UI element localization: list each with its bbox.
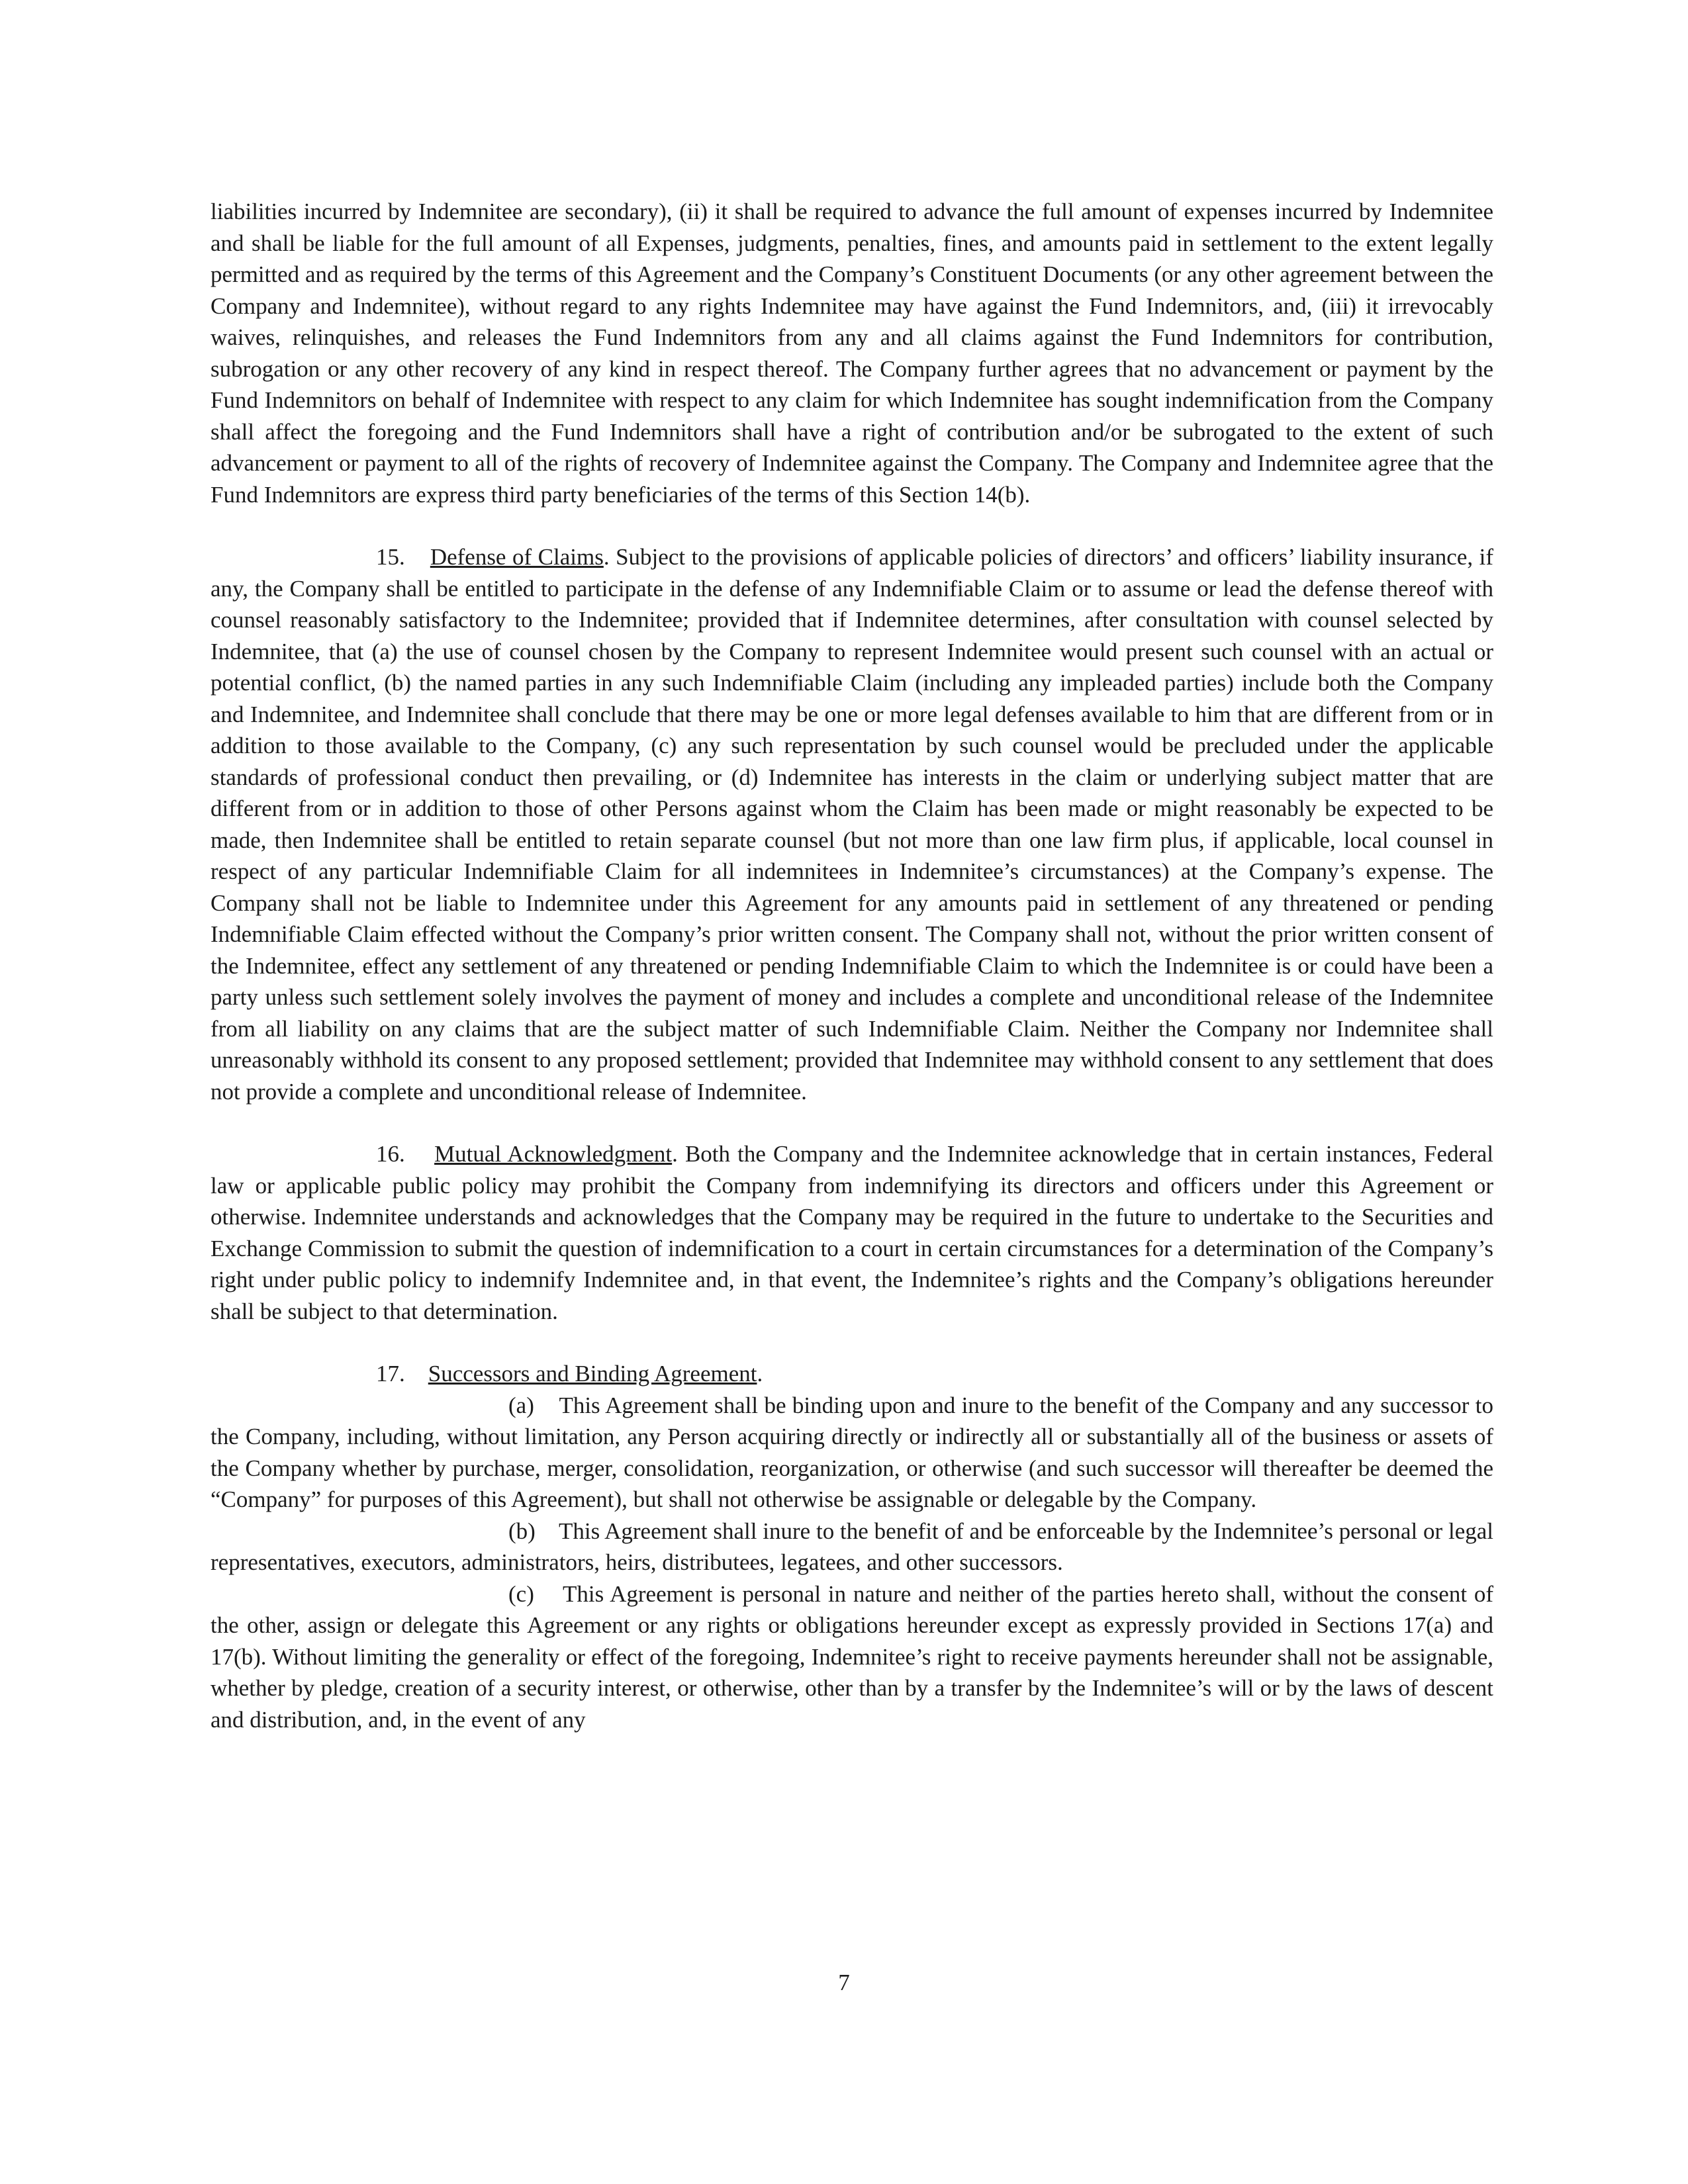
section-heading: Successors and Binding Agreement — [428, 1361, 757, 1387]
subsection-text: This Agreement is personal in nature and neither of the parties hereto shall, without the consent of the other, assign or delegate this Agreement or any rights or obligations hereunder except as expressly provided in Sections 17(a) and 17(b). Without limiting the generality or effect of the foregoing, Indemnitee’s right to receive payments hereunder shall not be assignable, whether by pledge, creation of a security interest, or otherwise, other than by a transfer by the Indemnitee’s will or by the laws of descent and distribution, and, in the event of any — [211, 1580, 1493, 1733]
subsection-17b — [211, 1516, 1493, 1578]
section-16 — [211, 1138, 1493, 1327]
section-number: 17. — [376, 1361, 405, 1387]
page-number: 7 — [838, 1970, 850, 1995]
section-heading: Defense of Claims — [430, 544, 604, 570]
section-heading: Mutual Acknowledgment — [434, 1141, 673, 1167]
section-body: . Subject to the provisions of applicable policies of directors’ and officers’ liability insurance, if any, the Company shall be entitled to participate in the defense of any Indemnifiable Claim or to assume or lead the defense thereof with counsel reasonably satisfactory to the Indemnitee; provided that if Indemnitee determines, after consultation with counsel selected by Indemnitee, that (a) the use of counsel chosen by the Company to represent Indemnitee would present such counsel with an actual or potential conflict, (b) the named parties in any such Indemnifiable Claim (including any impleaded parties) include both the Company and Indemnitee, and Indemnitee shall conclude that there may be one or more legal defenses available to him that are different from or in addition to those available to the Company, (c) any such representation by such counsel would be precluded under the applicable standards of professional conduct then prevailing, or (d) Indemnitee has interests in the claim or underlying subject matter that are different from or in addition to those of other Persons against whom the Claim has been made or might reasonably be expected to be made, then Indemnitee shall be entitled to retain separate counsel (but not more than one law firm plus, if applicable, local counsel in respect of any particular Indemnifiable Claim for all indemnitees in Indemnitee’s circumstances) at the Company’s expense. The Company shall not be liable to Indemnitee under this Agreement for any amounts paid in settlement of any threatened or pending Indemnifiable Claim effected without the Company’s prior written consent. The Company shall not, without the prior written consent of the Indemnitee, effect any settlement of any threatened or pending Indemnifiable Claim to which the Indemnitee is or could have been a party unless such settlement solely involves the payment of money and includes a complete and unconditional release of the Indemnitee from all liability on any claims that are the subject matter of such Indemnifiable Claim. Neither the Company nor Indemnitee shall unreasonably withhold its consent to any proposed settlement; provided that Indemnitee may withhold consent to any settlement that does not provide a complete and unconditional release of Indemnitee. — [211, 544, 1494, 1105]
subsection-label: (a) — [508, 1392, 534, 1418]
section-body: . — [757, 1361, 763, 1387]
section-number: 16. — [376, 1141, 405, 1167]
section-15 — [211, 541, 1493, 1107]
section-number: 15. — [376, 544, 405, 570]
continuation-paragraph: liabilities incurred by Indemnitee are secondary), (ii) it shall be required to advance the full amount of expenses incurred by Indemnitee and shall be liable for the full amount of all Expenses, judgments, penalties, fines, and amounts paid in settlement to the extent legally permitted and as required by the terms of this Agreement and the Company’s Constituent Documents (or any other agreement between the Company and Indemnitee), without regard to any rights Indemnitee may have against the Fund Indemnitors, and, (iii) it irrevocably waives, relinquishes, and releases the Fund Indemnitors from any and all claims against the Fund Indemnitors for contribution, subrogation or any other recovery of any kind in respect thereof. The Company further agrees that no advancement or payment by the Fund Indemnitors on behalf of Indemnitee with respect to any claim for which Indemnitee has sought indemnification from the Company shall affect the foregoing and the Fund Indemnitors shall have a right of contribution and/or be subrogated to the extent of such advancement or payment to all of the rights of recovery of Indemnitee against the Company. The Company and Indemnitee agree that the Fund Indemnitors are express third party beneficiaries of the terms of this Section 14(b). — [211, 199, 1493, 508]
section-17 — [211, 1358, 1493, 1390]
subsection-text: This Agreement shall be binding upon and inure to the benefit of the Company and any successor to the Company, including, without limitation, any Person acquiring directly or indirectly all or substantially all of the business or assets of the Company whether by purchase, merger, consolidation, reorganization, or otherwise (and such successor will thereafter be deemed the “Company” for purposes of this Agreement), but shall not otherwise be assignable or delegable by the Company. — [211, 1392, 1494, 1512]
subsection-17a — [211, 1390, 1493, 1516]
subsection-text: This Agreement shall inure to the benefit of and be enforceable by the Indemnitee’s personal or legal representatives, executors, administrators, heirs, distributees, legatees, and other successors. — [211, 1518, 1493, 1575]
section-body: . Both the Company and the Indemnitee acknowledge that in certain instances, Federal law or applicable public policy may prohibit the Company from indemnifying its directors and officers under this Agreement or otherwise. Indemnitee understands and acknowledges that the Company may be required in the future to undertake to the Securities and Exchange Commission to submit the question of indemnification to a court in certain circumstances for a determination of the Company’s right under public policy to indemnify Indemnitee and, in that event, the Indemnitee’s rights and the Company’s obligations hereunder shall be subject to that determination. — [211, 1141, 1493, 1324]
document-page — [211, 196, 1493, 1735]
subsection-17c — [211, 1578, 1493, 1736]
subsection-label: (c) — [508, 1580, 534, 1607]
subsection-label: (b) — [508, 1518, 536, 1544]
